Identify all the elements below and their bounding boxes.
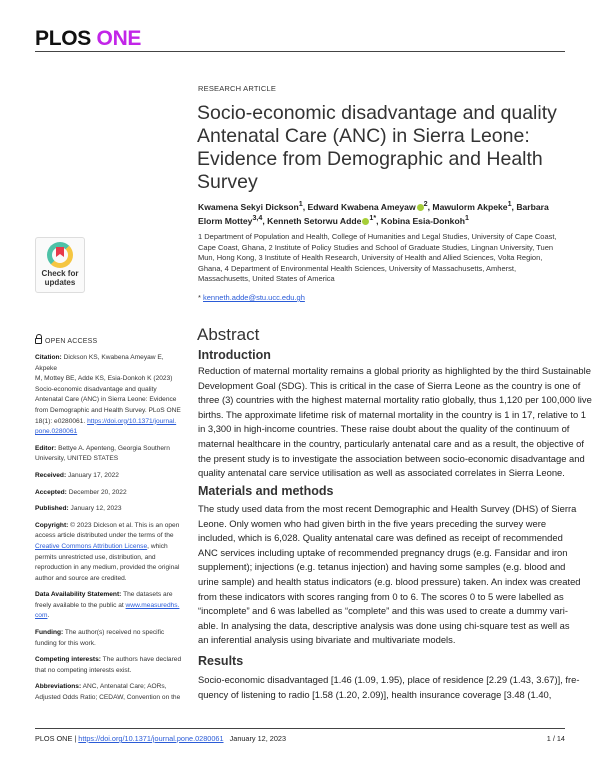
journal-logo: PLOS ONE: [35, 27, 142, 50]
received-date: Received: January 17, 2022: [35, 471, 119, 479]
page-footer: PLOS ONE | https://doi.org/10.1371/journal.pone.0280061 January 12, 2023 1 / 14: [35, 734, 565, 743]
affiliations: 1 Department of Population and Health, College of Humanities and Legal Studies, University of Cape Coast, Cape Coast, Ghana, 2 Institute of Policy Studies and School of Graduate Studies, Lingnan University, Tuen Mun, Hong Kong, 3 Institute of Health Research, University of Health and Allied Sciences, Volta Region, Ghana, 4 Department of Environmental Health Sciences, University of Massachusetts, Amherst, Massachusetts, United States of America: [198, 232, 557, 283]
citation-doi-link[interactable]: pone.0280061: [35, 428, 78, 436]
competing-interests: Competing interests: The authors have declared that no competing interests exist.: [35, 656, 182, 674]
open-access-label: OPEN ACCESS: [35, 338, 97, 345]
open-lock-icon: [35, 338, 42, 344]
results-heading: Results: [198, 654, 244, 668]
editor: Editor: Bettye A. Apenteng, Georgia Southern University, UNITED STATES: [35, 444, 170, 463]
abbreviations: Abbreviations: ANC, Antenatal Care; AORs, Adjusted Odds Ratio; CEDAW, Convention on the: [35, 683, 181, 702]
abstract-heading: Abstract: [197, 325, 260, 344]
corresponding-email: * kenneth.adde@stu.ucc.edu.gh: [198, 293, 305, 302]
dhs-link[interactable]: www.measuredhs.: [125, 601, 180, 609]
introduction-heading: Introduction: [198, 348, 271, 362]
email-link[interactable]: kenneth.adde@stu.ucc.edu.gh: [203, 293, 305, 302]
page-number: 1 / 14: [546, 734, 565, 743]
citation-doi-link[interactable]: https://doi.org/10.1371/journal.: [87, 417, 177, 425]
check-updates-icon: [47, 242, 73, 268]
footer-divider: [35, 728, 565, 729]
funding: Funding: The author(s) received no specific funding for this work.: [35, 629, 165, 647]
article-type: RESEARCH ARTICLE: [198, 84, 277, 93]
published-date: Published: January 12, 2023: [35, 505, 122, 513]
methods-heading: Materials and methods: [198, 484, 334, 498]
citation: Citation: Dickson KS, Kwabena Ameyaw E, Akpeke M, Mottey BE, Adde KS, Esia-Donkoh K (2023) Socio-economic disadvantage and quality Antenatal Care (ANC) in Sierra Leone: Evidence from Demographic and Health Survey. PLoS ONE 18(1): e0280061. https://doi.org/10.1371/journal. pone.0280061: [35, 354, 181, 436]
orcid-icon[interactable]: [417, 204, 424, 211]
dhs-link[interactable]: com: [35, 612, 48, 620]
accepted-date: Accepted: December 20, 2022: [35, 488, 127, 496]
copyright: Copyright: © 2023 Dickson et al. This is an open access article distributed under the terms of the Creative Commons Attribution License, which permits unrestricted use, distribution, and reproduction in any medium, provided the original author and source are credited.: [35, 521, 180, 582]
footer-date: January 12, 2023: [229, 734, 286, 743]
data-availability: Data Availability Statement: The datasets are freely available to the public at www.measuredhs. com.: [35, 591, 180, 620]
introduction-text: Reduction of maternal mortality remains a global priority as highlighted by the third Sustainable Development Goal (SDG). This is critical in the case of Sierra Leone as the country is one of three (3) countries with the highest maternal mortality ratio globally, thus 1,120 per 100,000 live births. The approximate lifetime risk of maternal mortality in the country is 1 in 17, relative to 1 in 3,300 in high-income countries. These raise doubt about the quality of the continuum of maternal healthcare in the country, particularly antenatal care and as a result, the objective of the present study is to investigate the association between socio-economic disadvantage and quality antenatal care service utilisation as well as associated correlates in Sierra Leone.: [198, 365, 592, 479]
article-metadata-sidebar: [35, 353, 185, 710]
header-divider: [35, 51, 565, 52]
license-link[interactable]: Creative Commons Attribution License: [35, 542, 148, 550]
footer-doi-link[interactable]: https://doi.org/10.1371/journal.pone.0280061: [78, 734, 224, 743]
author-list: Kwamena Sekyi Dickson$^1$, Edward Kwabena Ameyaw $^2$, Mawulorm Akpeke$^1$, Barbara Elorm Mottey$^{3,4}$, Kenneth Setorwu Adde $^{1*}$, Kobina Esia-Donkoh$^1$: [198, 200, 549, 226]
results-text: Socio-economic disadvantaged [1.46 (1.09, 1.95), place of residence [2.29 (1.43, 3.67)], fre- quency of listening to radio [1.58 (1.20, 2.09)], health insurance coverage [3.48 (1.40,: [198, 674, 580, 700]
check-for-updates-badge[interactable]: Check for updates: [35, 237, 85, 293]
article-title: Socio-economic disadvantage and quality Antenatal Care (ANC) in Sierra Leone: Evidence from Demographic and Health Survey: [197, 102, 557, 193]
methods-text: The study used data from the most recent Demographic and Health Survey (DHS) of Sierra Leone. Only women who had given birth in the five years preceding the survey were included, which is 6,028. Quality antenatal care was defined as receipt of recommended ANC services including uptake of recommended pregnancy drugs (e.g. Fansidar and iron supplement); injections (e.g. tetanus injection) and having some samples (e.g. blood and urine sample) and health status indicators (e.g. blood pressure) taken. An index was created from these indicators with scores ranging from 0 to 6. The scores 0 to 5 were labelled as “incomplete” and 6 was labelled as “complete” and this was used to create a dummy vari- able. In analysing the data, descriptive analysis was done using chi-square test as well as an inferential analysis using bivariate and multivariate models.: [198, 503, 581, 646]
